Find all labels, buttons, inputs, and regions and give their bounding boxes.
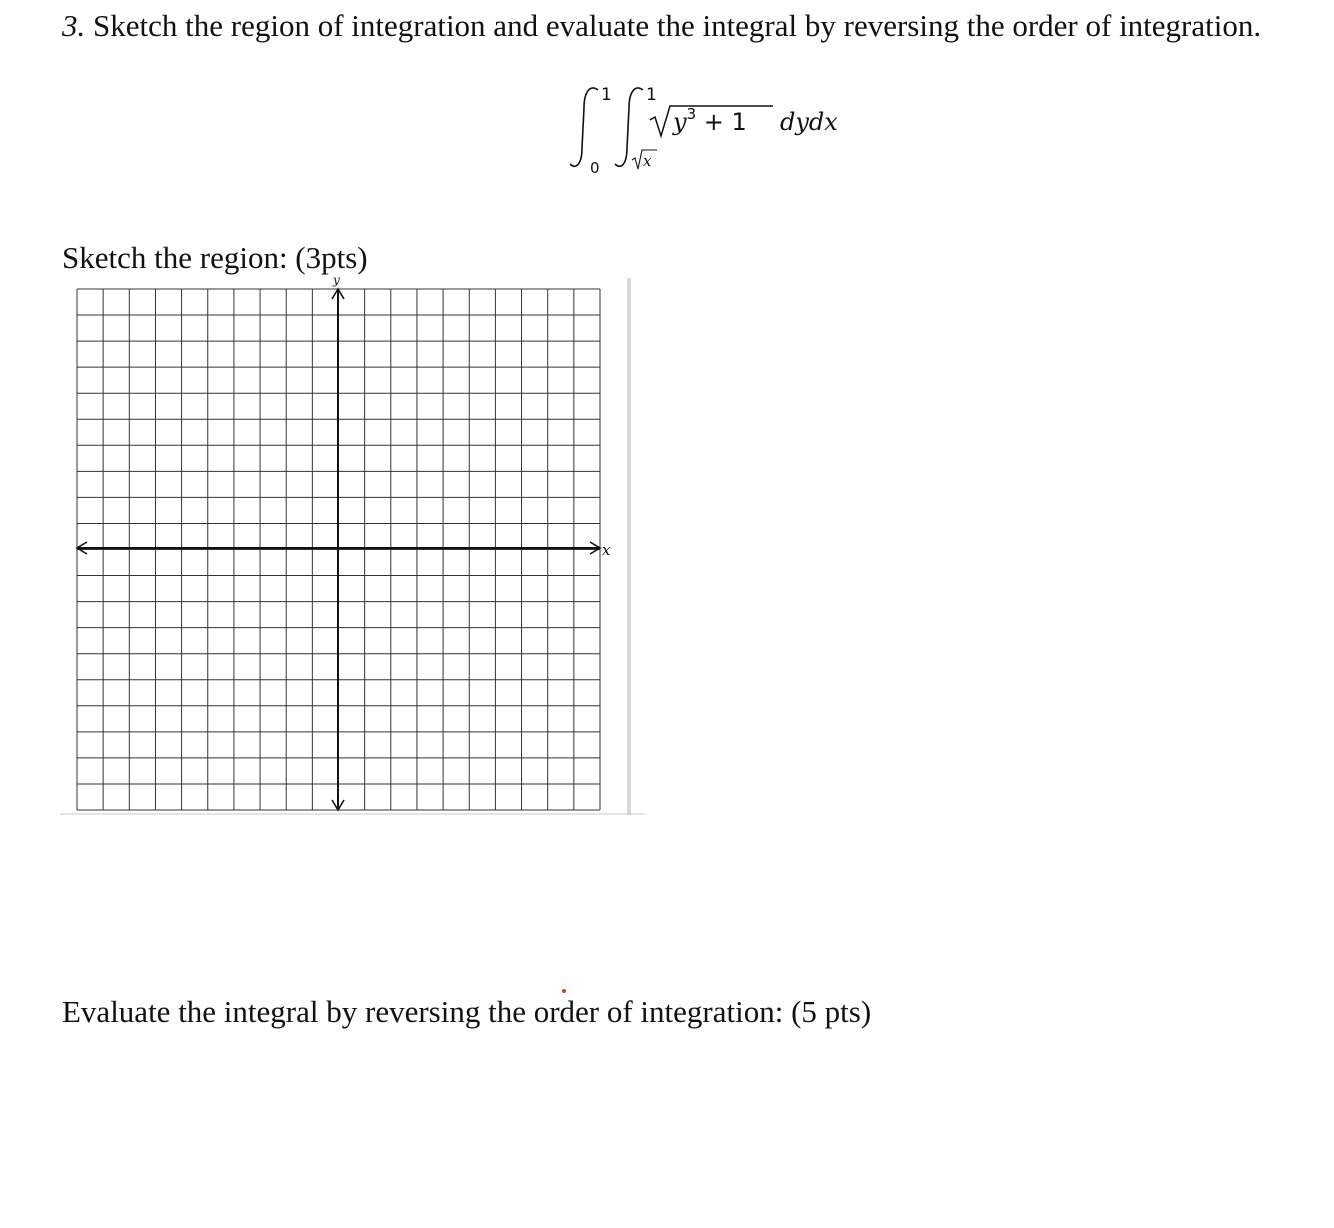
evaluate-label: Evaluate the integral by reversing the order of integration: (5 pts)	[62, 994, 872, 1029]
integrand: $y^3 + 1$	[673, 105, 747, 136]
inner-upper-limit: 1	[646, 85, 657, 105]
question-number: 3.	[62, 8, 86, 43]
question-heading	[62, 8, 1261, 44]
y-axis-label: y	[333, 275, 340, 287]
sketch-region-label: Sketch the region: (3pts)	[62, 240, 368, 275]
coordinate-grid[interactable]	[60, 275, 650, 820]
outer-lower-limit: 0	[590, 159, 600, 177]
outer-upper-limit: 1	[601, 85, 612, 105]
x-axis-label: x	[602, 541, 611, 559]
stray-mark	[562, 989, 566, 993]
inner-integral-sign	[615, 88, 643, 166]
integral-expression	[568, 78, 888, 178]
differentials: dydx	[780, 108, 838, 136]
question-text: Sketch the region of integration and evaluate the integral by reversing the order of integration.	[93, 8, 1262, 43]
inner-lower-limit: x	[643, 152, 652, 170]
outer-integral-sign	[570, 88, 598, 166]
